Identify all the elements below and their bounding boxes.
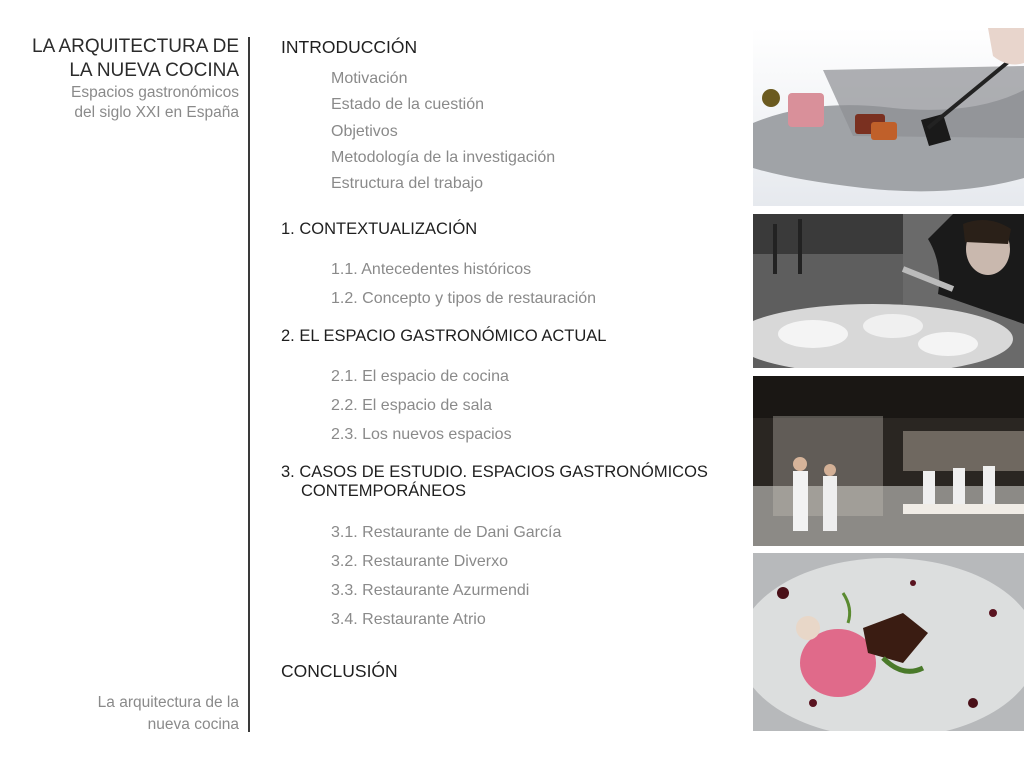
toc-item: Metodología de la investigación (331, 149, 556, 166)
title-line-2: LA NUEVA COCINA (69, 60, 239, 81)
toc-item: 3.3. Restaurante Azurmendi (331, 582, 530, 599)
toc-item: Estructura del trabajo (331, 175, 484, 192)
title-line-1: LA ARQUITECTURA DE (32, 36, 239, 57)
section-3-line-2: CONTEMPORÁNEOS (301, 482, 467, 500)
toc-item: 3.2. Restaurante Diverxo (331, 553, 508, 570)
toc-item: Motivación (331, 70, 408, 87)
document-title (0, 35, 239, 83)
toc-item: 2.3. Los nuevos espacios (331, 426, 512, 443)
section-3-line-1: 3. CASOS DE ESTUDIO. ESPACIOS GASTRONÓMICOS (281, 463, 708, 481)
toc-item: Estado de la cuestión (331, 96, 484, 113)
photo-dessert-plate (753, 28, 1024, 206)
vertical-divider (248, 37, 250, 732)
toc-heading-intro: INTRODUCCIÓN (281, 37, 418, 57)
footer-line-1: La arquitectura de la (97, 694, 239, 711)
photo-restaurant-kitchen (753, 376, 1024, 546)
toc-heading-section-2: 2. EL ESPACIO GASTRONÓMICO ACTUAL (281, 327, 607, 345)
photo-chef-kitchen (753, 214, 1024, 368)
toc-heading-conclusion: CONCLUSIÓN (281, 661, 398, 681)
footer-line-2: nueva cocina (147, 716, 239, 733)
toc-item: 3.4. Restaurante Atrio (331, 611, 486, 628)
toc-item: 1.1. Antecedentes históricos (331, 261, 532, 278)
toc-item: 2.1. El espacio de cocina (331, 368, 509, 385)
toc-heading-section-1: 1. CONTEXTUALIZACIÓN (281, 220, 478, 238)
toc-heading-section-3 (281, 463, 708, 501)
toc-item: Objetivos (331, 123, 398, 140)
sidebar-footer (0, 692, 239, 736)
toc-item: 2.2. El espacio de sala (331, 397, 492, 414)
photo-plated-dish (753, 553, 1024, 731)
subtitle-line-2: del siglo XXI en España (74, 104, 239, 121)
toc-item: 3.1. Restaurante de Dani García (331, 524, 562, 541)
subtitle-line-1: Espacios gastronómicos (71, 84, 239, 101)
toc-item: 1.2. Concepto y tipos de restauración (331, 290, 597, 307)
document-subtitle (0, 83, 239, 123)
